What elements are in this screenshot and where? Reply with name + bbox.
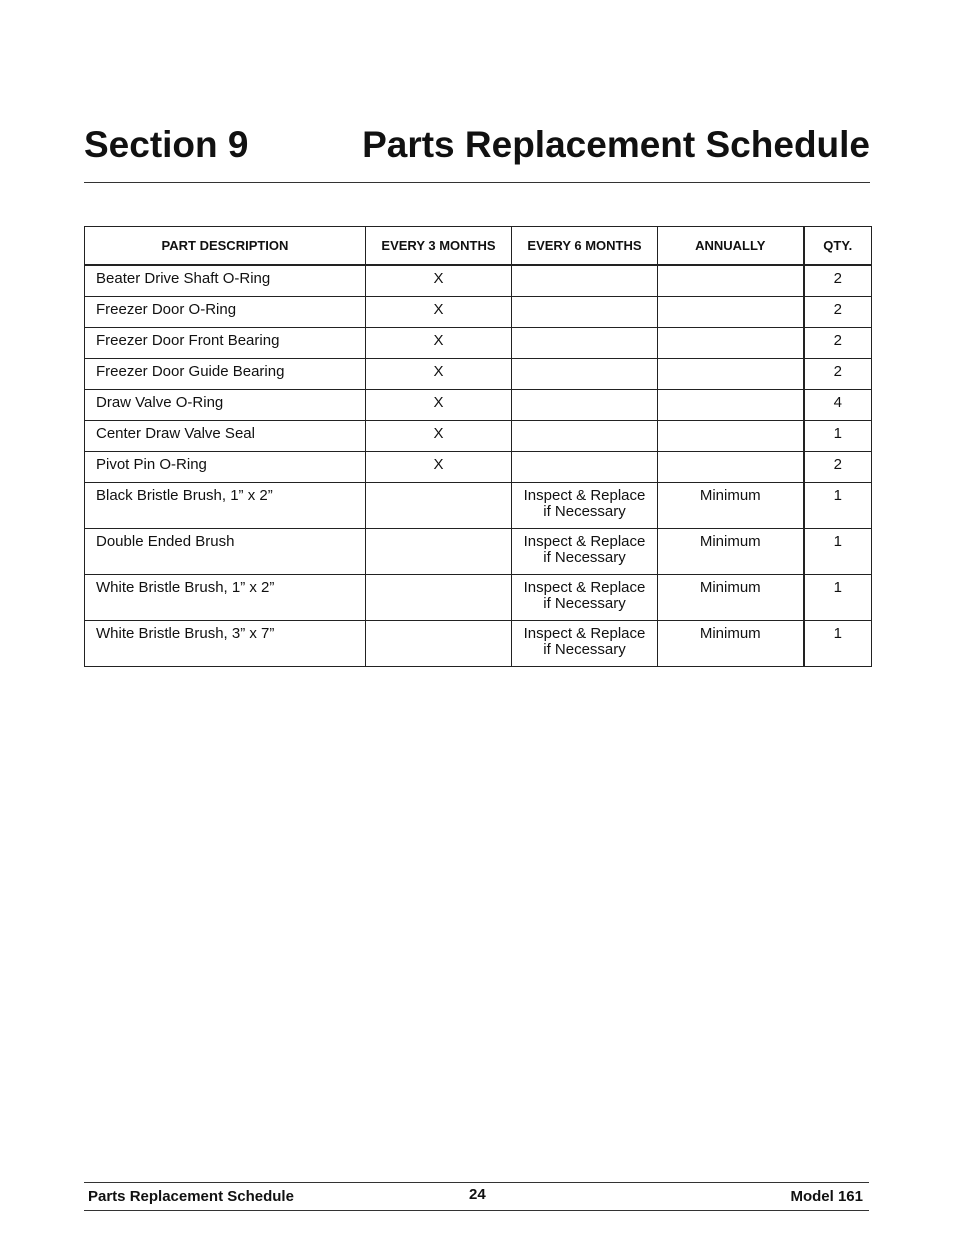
table-header-row [85,227,872,266]
cell-annually: Minimum [658,575,804,621]
table-row [85,529,872,575]
cell-every-6-months [512,297,658,328]
cell-part-description: White Bristle Brush, 1” x 2” [85,575,366,621]
parts-replacement-table [84,226,872,667]
cell-every-6-months: Inspect & Replace if Necessary [512,483,658,529]
section-header [84,120,870,183]
cell-part-description: White Bristle Brush, 3” x 7” [85,621,366,667]
cell-qty: 1 [804,421,872,452]
cell-every-3-months [366,575,512,621]
cell-qty: 2 [804,359,872,390]
cell-qty: 2 [804,452,872,483]
cell-part-description: Freezer Door Guide Bearing [85,359,366,390]
table-row [85,297,872,328]
cell-qty: 1 [804,575,872,621]
column-header-qty: QTY. [804,227,872,266]
cell-part-description: Freezer Door O-Ring [85,297,366,328]
cell-every-6-months [512,452,658,483]
cell-annually [658,297,804,328]
cell-every-3-months: X [366,452,512,483]
cell-annually [658,452,804,483]
cell-every-3-months: X [366,265,512,297]
cell-part-description: Beater Drive Shaft O-Ring [85,265,366,297]
cell-annually [658,328,804,359]
cell-annually [658,390,804,421]
cell-annually: Minimum [658,621,804,667]
cell-every-3-months: X [366,328,512,359]
table-row [85,390,872,421]
cell-annually [658,265,804,297]
cell-annually [658,421,804,452]
table-body [85,265,872,667]
cell-qty: 2 [804,297,872,328]
column-header-every-6-months: EVERY 6 MONTHS [512,227,658,266]
cell-every-3-months [366,529,512,575]
cell-every-6-months [512,359,658,390]
cell-qty: 4 [804,390,872,421]
column-header-annually: ANNUALLY [658,227,804,266]
cell-part-description: Pivot Pin O-Ring [85,452,366,483]
table-row [85,452,872,483]
page-footer [84,1182,869,1211]
cell-annually: Minimum [658,529,804,575]
footer-document-title: Parts Replacement Schedule [88,1188,294,1205]
cell-part-description: Double Ended Brush [85,529,366,575]
cell-qty: 1 [804,529,872,575]
cell-every-3-months [366,621,512,667]
cell-part-description: Draw Valve O-Ring [85,390,366,421]
cell-every-6-months: Inspect & Replace if Necessary [512,621,658,667]
table-row [85,621,872,667]
column-header-every-3-months: EVERY 3 MONTHS [366,227,512,266]
cell-qty: 1 [804,621,872,667]
cell-every-6-months [512,421,658,452]
cell-every-3-months: X [366,390,512,421]
cell-annually [658,359,804,390]
cell-qty: 2 [804,328,872,359]
table-row [85,483,872,529]
cell-every-3-months: X [366,359,512,390]
cell-part-description: Black Bristle Brush, 1” x 2” [85,483,366,529]
column-header-part-description: PART DESCRIPTION [85,227,366,266]
cell-every-3-months [366,483,512,529]
cell-qty: 1 [804,483,872,529]
table-row [85,359,872,390]
table-row [85,328,872,359]
cell-qty: 2 [804,265,872,297]
table-row [85,265,872,297]
cell-every-6-months: Inspect & Replace if Necessary [512,575,658,621]
cell-annually: Minimum [658,483,804,529]
cell-part-description: Center Draw Valve Seal [85,421,366,452]
cell-part-description: Freezer Door Front Bearing [85,328,366,359]
footer-page-number: 24 [469,1186,486,1203]
footer-model: Model 161 [790,1188,863,1205]
cell-every-3-months: X [366,421,512,452]
cell-every-3-months: X [366,297,512,328]
table-row [85,421,872,452]
section-number: Section 9 [84,124,249,165]
table-row [85,575,872,621]
page-title: Parts Replacement Schedule [362,124,870,165]
cell-every-6-months [512,265,658,297]
cell-every-6-months [512,390,658,421]
cell-every-6-months [512,328,658,359]
cell-every-6-months: Inspect & Replace if Necessary [512,529,658,575]
